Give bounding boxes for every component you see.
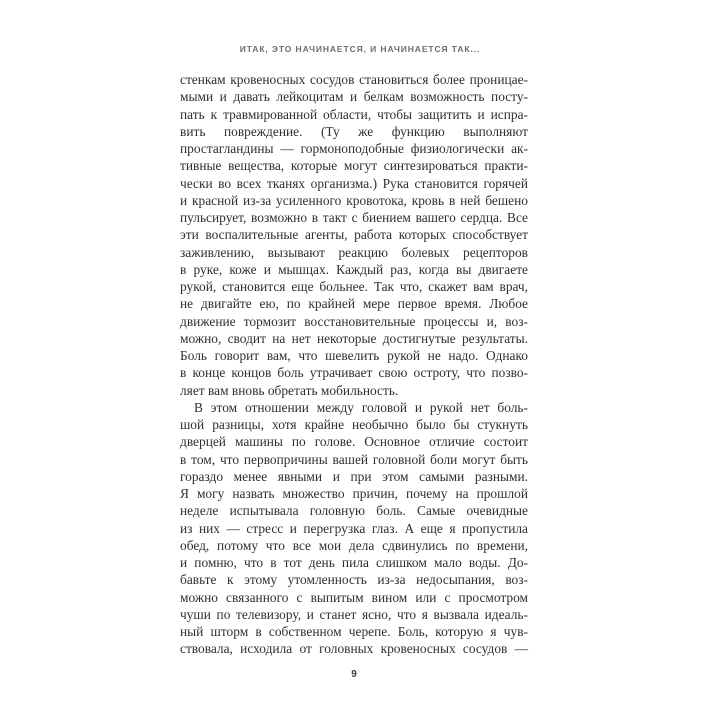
text-line: мыми и давать лейкоцитам и белкам возможность посту- [180,89,528,105]
text-line: чуши по телевизору, и станет ясно, что я вызвала идеаль- [180,606,528,622]
text-line: можно связанного с выпитым вином или с просмотром [180,589,528,605]
text-line: эти воспалительные агенты, работа которых способствует [180,227,528,243]
text-line: и красной из-за усиленного кровотока, кровь в ней бешено [180,192,528,208]
text-line: движение тормозит восстановительные процессы и, воз- [180,313,528,329]
text-line: в руке, коже и мышцах. Каждый раз, когда вы двигаете [180,261,528,277]
text-line: неделе испытывала головную боль. Самые очевидные [180,503,528,519]
text-line: ствовала, исходила от головных кровеносных сосудов — [180,641,528,657]
text-line: пать к травмированной области, чтобы защитить и испра- [180,106,528,122]
text-line: стенкам кровеносных сосудов становиться более проницае- [180,72,528,87]
text-line: бавьте к этому утомленность из-за недосыпания, воз- [180,572,528,588]
text-line: гораздо менее явными и при этом самыми разными. [180,468,528,484]
text-line: рукой, становится еще больнее. Так что, скажет вам врач, [180,279,528,294]
text-line: ляет вам вновь обретать мобильность. [180,382,399,398]
text-line: из них — стресс и перегрузка глаз. А еще я пропустила [180,520,528,536]
text-line: пульсирует, возможно в такт с биением вашего сердца. Все [180,210,528,225]
text-line: в конце концов боль утрачивает свою остроту, что позво- [180,365,528,381]
text-line: не двигайте ею, по крайней мере первое время. Любое [180,296,528,312]
text-line: обед, потому что все мои дела сдвинулись по времени, [180,537,528,553]
text-line: простагландины — гормоноподобные физиологически ак- [180,141,528,156]
text-line: заживлению, вызывают реакцию болевых рецепторов [180,244,528,260]
text-line: ный шторм в собственном черепе. Боль, которую я чув- [180,624,528,639]
text-line: вить повреждение. (Ту же функцию выполняют [180,123,528,139]
text-line: Я могу назвать множество причин, почему на прошлой [180,486,528,501]
text-line: можно, сводит на нет некоторые достигнутые результаты. [180,330,528,346]
text-line: в том, что первопричины вашей головной боли могут быть [180,451,528,467]
text-line: В этом отношении между головой и рукой нет боль- [194,399,528,415]
text-line: и помню, что в тот день пила слишком мало воды. До- [180,555,528,570]
text-line: чески во всех тканях организма.) Рука становится горячей [180,175,528,191]
body-text [180,71,528,658]
running-head: ИТАК, ЭТО НАЧИНАЕТСЯ, И НАЧИНАЕТСЯ ТАК... [239,44,481,54]
text-line: Боль говорит вам, что шевелить рукой не надо. Однако [180,348,528,363]
text-line: шой разницы, хотя крайне необычно было бы стукнуть [180,417,528,432]
text-line: тивные вещества, которые могут синтезироваться практи- [180,158,528,174]
text-line: дверцей машины по голове. Основное отличие состоит [180,434,528,450]
page-number: 9 [351,669,357,680]
